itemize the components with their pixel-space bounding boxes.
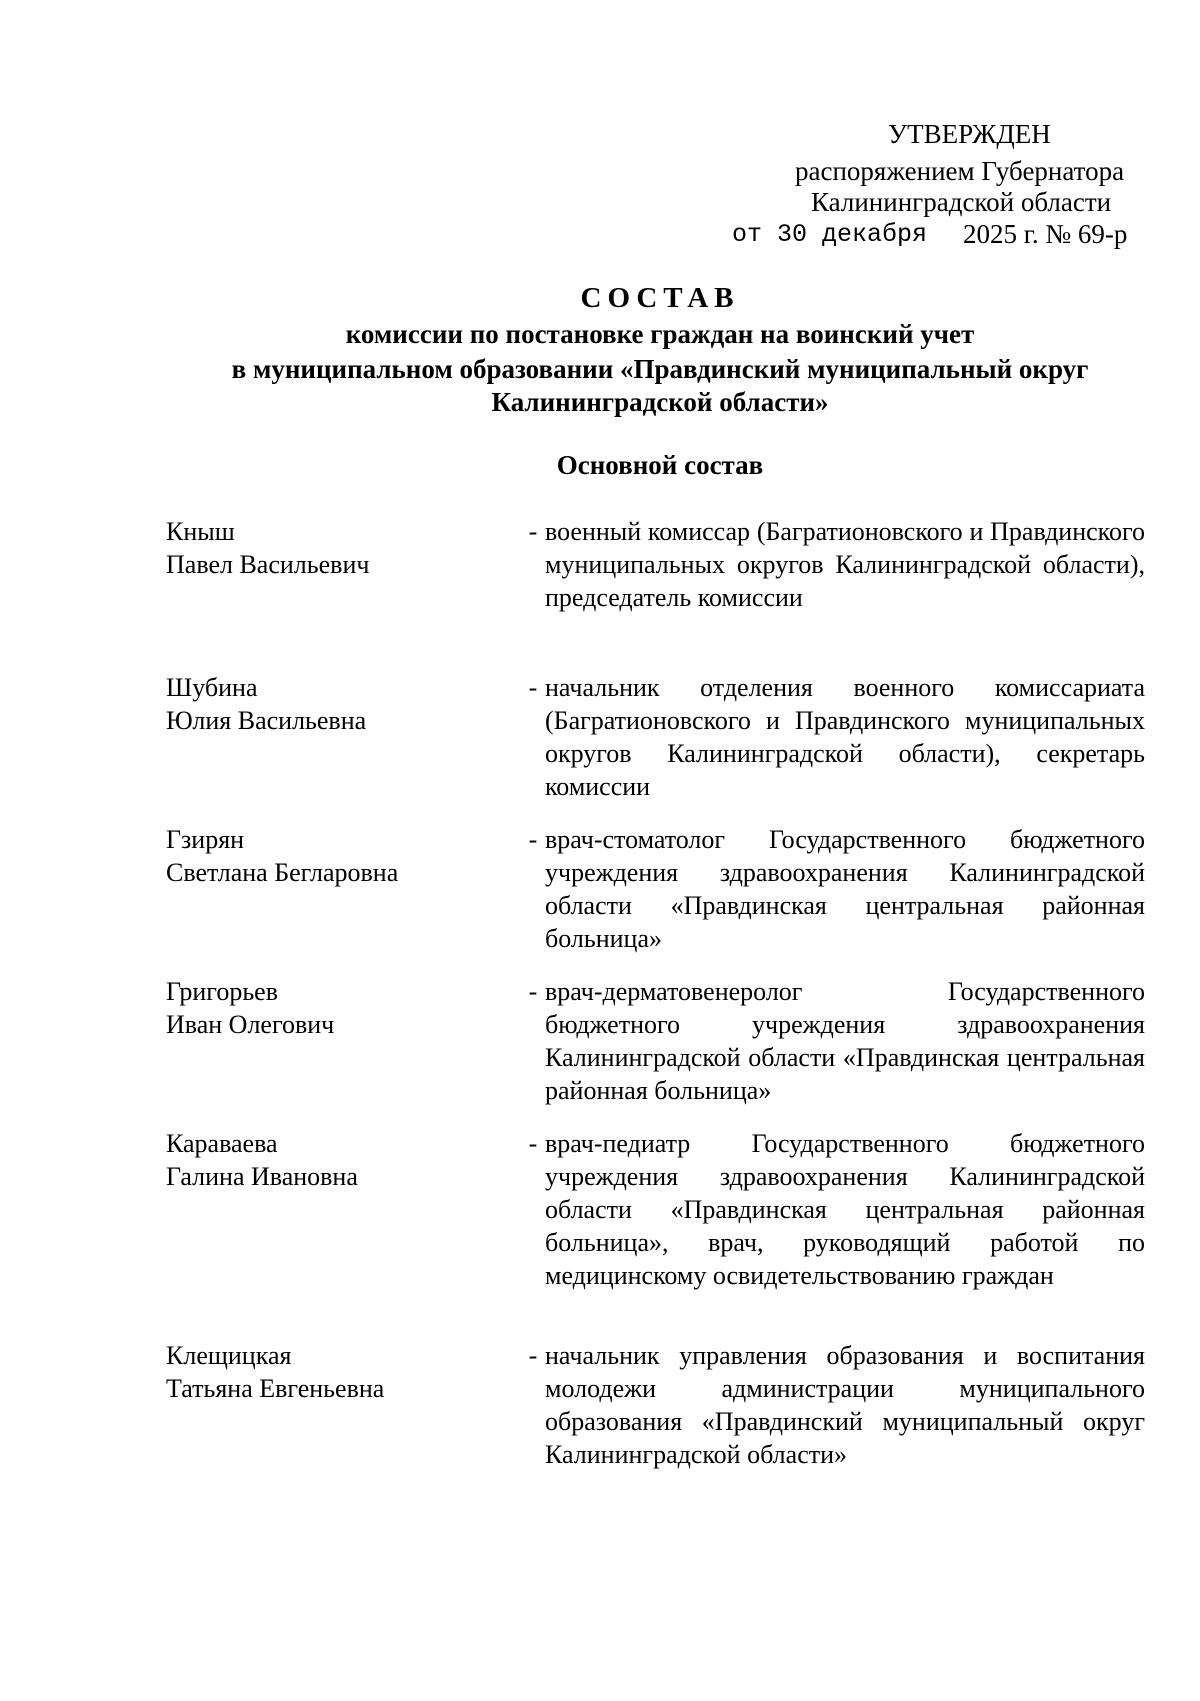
member-role: военный комиссар (Багратионовского и Правдинского муниципальных округов Калининградской области), председатель комиссии	[545, 517, 1145, 612]
member-entry	[166, 515, 1146, 671]
approval-line-region: Калининградской области	[811, 187, 1112, 217]
member-name	[166, 1127, 521, 1339]
approval-line-order: распоряжением Губернатора	[795, 156, 1125, 186]
member-name	[166, 823, 521, 975]
member-surname: Шубина	[166, 673, 258, 702]
member-role: врач-педиатр Государственного бюджетного учреждения здравоохранения Калининградской области «Правдинская центральная районная больница», врач, руководящий работой по медицинскому освидетельствованию граждан	[545, 1129, 1145, 1290]
member-given-name: Татьяна Евгеньевна	[166, 1374, 385, 1403]
member-given-name: Иван Олегович	[166, 1010, 335, 1039]
member-given-name: Павел Васильевич	[166, 550, 370, 579]
member-surname: Гзирян	[166, 825, 245, 854]
member-role: начальник управления образования и воспитания молодежи администрации муниципального образования «Правдинский муниципальный округ Калининградской области»	[545, 1341, 1145, 1469]
member-dash: -	[528, 1129, 538, 1158]
member-dash: -	[528, 977, 538, 1006]
member-given-name: Светлана Бегларовна	[166, 858, 399, 887]
approval-line-date	[732, 216, 1127, 253]
member-dash: -	[528, 673, 538, 702]
member-dash: -	[528, 517, 538, 546]
member-entry	[166, 671, 1146, 823]
document-subtitle-line-1: комиссии по постановке граждан на воинский учет	[345, 319, 975, 349]
member-role: врач-дерматовенеролог Государственного бюджетного учреждения здравоохранения Калининградской области «Правдинская центральная районная больница»	[545, 977, 1145, 1105]
approval-title: УТВЕРЖДЕН	[888, 119, 1051, 149]
member-surname: Клещицкая	[166, 1341, 292, 1370]
section-heading: Основной состав	[556, 450, 764, 480]
member-surname: Караваева	[166, 1129, 278, 1158]
document-title: СОСТАВ	[580, 282, 740, 314]
member-dash: -	[528, 825, 538, 854]
member-role: врач-стоматолог Государственного бюджетного учреждения здравоохранения Калининградской области «Правдинская центральная районная больница»	[545, 825, 1145, 953]
member-entry	[166, 1339, 1146, 1509]
document-subtitle-line-3: Калининградской области»	[491, 387, 829, 417]
approval-number: 2025 г. № 69-р	[963, 219, 1128, 249]
member-entry	[166, 823, 1146, 975]
member-name	[166, 1339, 521, 1509]
member-entry	[166, 1127, 1146, 1339]
member-surname: Григорьев	[166, 977, 278, 1006]
member-name	[166, 975, 521, 1127]
member-given-name: Юлия Васильевна	[166, 706, 367, 735]
document-subtitle-line-2: в муниципальном образовании «Правдинский муниципальный округ	[231, 354, 1089, 384]
member-entry	[166, 975, 1146, 1127]
member-dash: -	[528, 1341, 538, 1370]
member-name	[166, 671, 521, 823]
member-given-name: Галина Ивановна	[166, 1162, 358, 1191]
member-surname: Кныш	[166, 517, 235, 546]
member-name	[166, 515, 521, 671]
approval-date: от 30 декабря	[732, 220, 928, 249]
member-list	[166, 515, 1146, 1509]
member-role: начальник отделения военного комиссариата (Багратионовского и Правдинского муниципальных округов Калининградской области), секретарь комиссии	[545, 673, 1145, 801]
